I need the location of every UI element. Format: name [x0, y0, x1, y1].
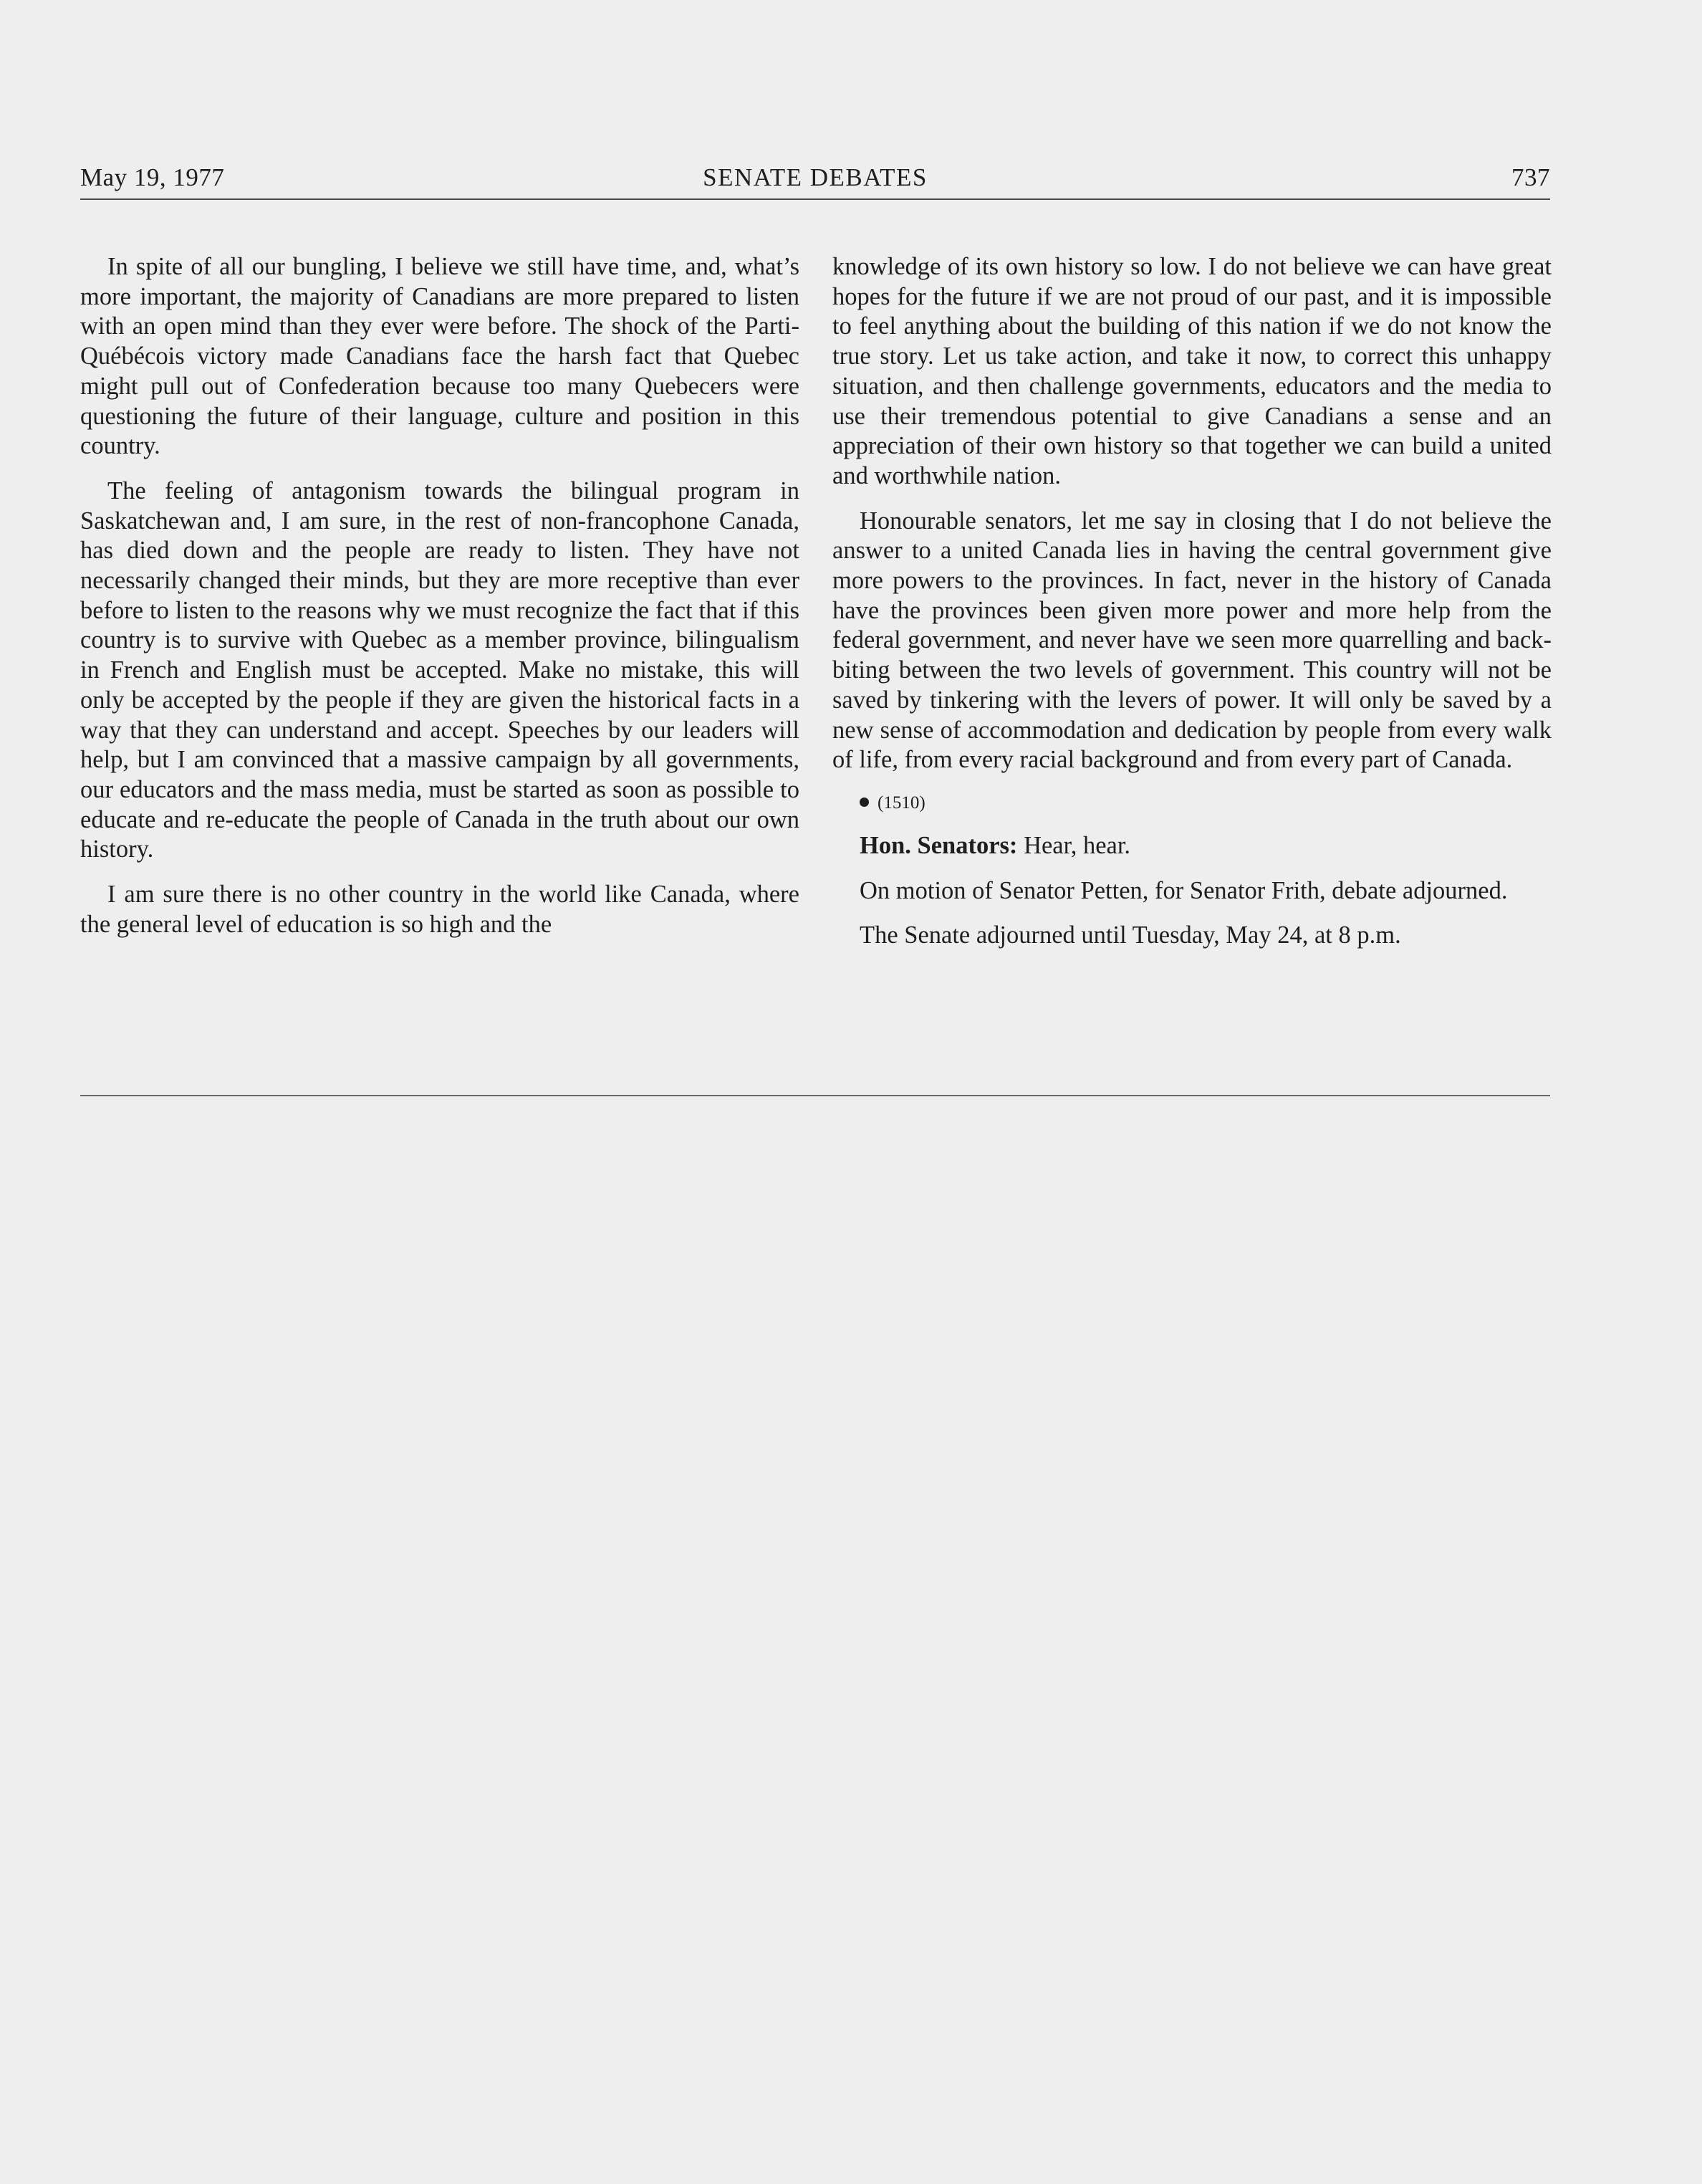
right-column: [832, 252, 1552, 966]
time-marker-text: (1510): [878, 792, 925, 813]
paragraph-continuation: knowledge of its own history so low. I do not believe we can have great hopes for the future if we are not proud of our past, and it is impossible to feel anything about the building of this nation if we do not know the true story. Let us take action, and take it now, to correct this unhappy situation, and then challenge governments, educators and the media to use their tremendous potential to give Canadians a sense and an appreciation of their own history so that together we can build a united and worthwhile nation.: [832, 253, 1552, 489]
bullet-icon: [860, 798, 869, 807]
header-title: SENATE DEBATES: [703, 163, 928, 191]
motion-paragraph: On motion of Senator Petten, for Senator Frith, debate adjourned.: [860, 876, 1508, 904]
header-divider: [80, 198, 1550, 200]
left-column: [80, 252, 799, 954]
paragraph: The feeling of antagonism towards the bilingual program in Saskatchewan and, I am sure, in the rest of non-francophone Canada, has died down and the people are ready to listen. They have not necessarily changed their minds, but they are more receptive than ever before to listen to the reasons why we must recognize the fact that if this country is to survive with Quebec as a member province, bilingualism in French and English must be accepted. Make no mistake, this will only be accepted by the people if they are given the historical facts in a way that they can understand and accept. Speeches by our leaders will help, but I am convinced that a massive campaign by all governments, our educators and the mass media, must be started as soon as possible to educate and re-educate the people of Canada in the truth about our own history.: [80, 476, 799, 863]
speaker-text: Hear, hear.: [1024, 831, 1131, 859]
time-marker: [832, 790, 1552, 816]
adjournment-paragraph: The Senate adjourned until Tuesday, May 24, at 8 p.m.: [860, 921, 1401, 949]
paragraph: I am sure there is no other country in the world like Canada, where the general level of education is so high and the: [80, 881, 799, 938]
speaker-name: Hon. Senators:: [860, 831, 1018, 859]
section-divider: [80, 1095, 1550, 1096]
paragraph: Honourable senators, let me say in closing that I do not believe the answer to a united Canada lies in having the central government give more powers to the provinces. In fact, never in the history of Canada have the provinces been given more power and more help from the federal government, and never have we seen more quarrelling and back-biting between the two levels of government. This country will not be saved by tinkering with the levers of power. It will only be saved by a new sense of accommodation and dedication by people from every walk of life, from every racial background and from every part of Canada.: [832, 507, 1552, 774]
page-number: 737: [1511, 163, 1550, 191]
page-header: [80, 163, 1550, 199]
header-date: May 19, 1977: [80, 163, 225, 191]
paragraph: In spite of all our bungling, I believe we still have time, and, what’s more important, the majority of Canadians are more prepared to listen with an open mind than they ever were before. The shock of the Parti-Québécois victory made Canadians face the harsh fact that Quebec might pull out of Confederation because too many Quebecers were questioning the future of their language, culture and position in this country.: [80, 253, 799, 460]
speaker-line: [832, 831, 1552, 861]
